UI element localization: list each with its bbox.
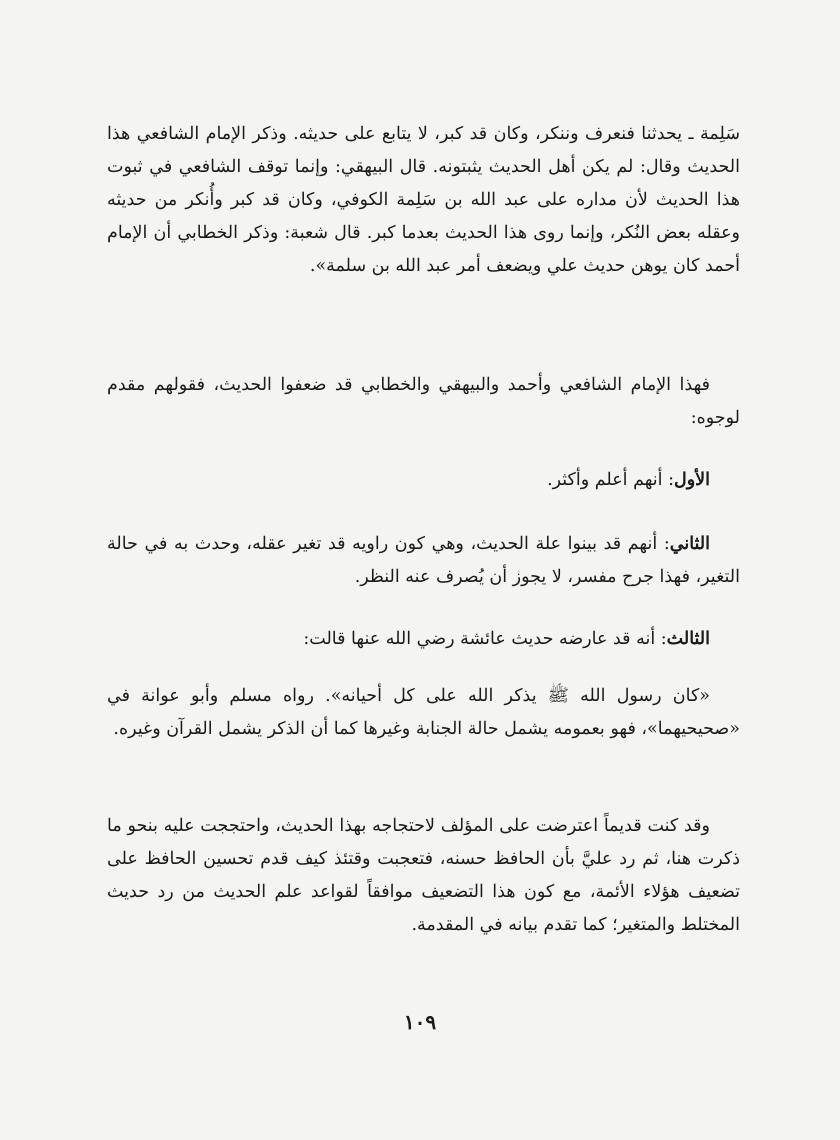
paragraph-7 (107, 810, 740, 942)
page-number: ١٠٩ (403, 1010, 437, 1034)
point-first (107, 464, 740, 497)
point-label: الثالث (666, 629, 710, 649)
paragraph-text: سَلِمة ـ يحدثنا فنعرف وننكر، وكان قد كبر، لا يتابع على حديثه. وذكر الإمام الشافعي هذا الحديث وقال: لم يكن أهل الحديث يثبتونه. قال البيهقي: وإنما توقف الشافعي في ثبوت هذا الحديث لأن مداره على عبد الله بن سَلِمة الكوفي، وكان قد كبر وأُنكر من حديثه وعقله بعض النُكر، وإنما روى هذا الحديث بعدما كبر. قال شعبة: وذكر الخطابي أن الإمام أحمد كان يوهن حديث علي ويضعف أمر عبد الله بن سلمة». (107, 124, 740, 276)
paragraph-text: وقد كنت قديماً اعترضت على المؤلف لاحتجاجه بهذا الحديث، واحتججت عليه بنحو ما ذكرت هنا، ثم رد عليَّ بأن الحافظ حسنه، فتعجبت وقتئذ كيف قدم تحسين الحافظ على تضعيف هؤلاء الأئمة، مع كون هذا التضعيف موافقاً لقواعد علم الحديث من رد حديث المختلط والمتغير؛ كما تقدم بيانه في المقدمة. (107, 816, 741, 935)
paragraph-2 (107, 369, 740, 435)
point-third (107, 623, 740, 656)
point-text: : أنهم أعلم وأكثر. (547, 470, 674, 490)
point-text: : أنه قد عارضه حديث عائشة رضي الله عنها قالت: (303, 629, 667, 649)
hadith-quote (107, 680, 740, 746)
point-label: الثاني (669, 534, 710, 554)
point-second (107, 528, 740, 594)
paragraph-text: فهذا الإمام الشافعي وأحمد والبيهقي والخطابي قد ضعفوا الحديث، فقولهم مقدم لوجوه: (107, 375, 740, 428)
point-text: : أنهم قد بينوا علة الحديث، وهي كون راويه قد تغير عقله، وحدث به في حالة التغير، فهذا جرح مفسر، لا يجوز أن يُصرف عنه النظر. (107, 534, 740, 587)
point-label: الأول (673, 470, 710, 490)
paragraph-text: «كان رسول الله ﷺ يذكر الله على كل أحيانه». رواه مسلم وأبو عوانة في «صحيحيهما»، فهو بعمومه يشمل حالة الجنابة وغيرها كما أن الذكر يشمل القرآن وغيره. (107, 686, 740, 739)
paragraph-1 (107, 118, 740, 283)
